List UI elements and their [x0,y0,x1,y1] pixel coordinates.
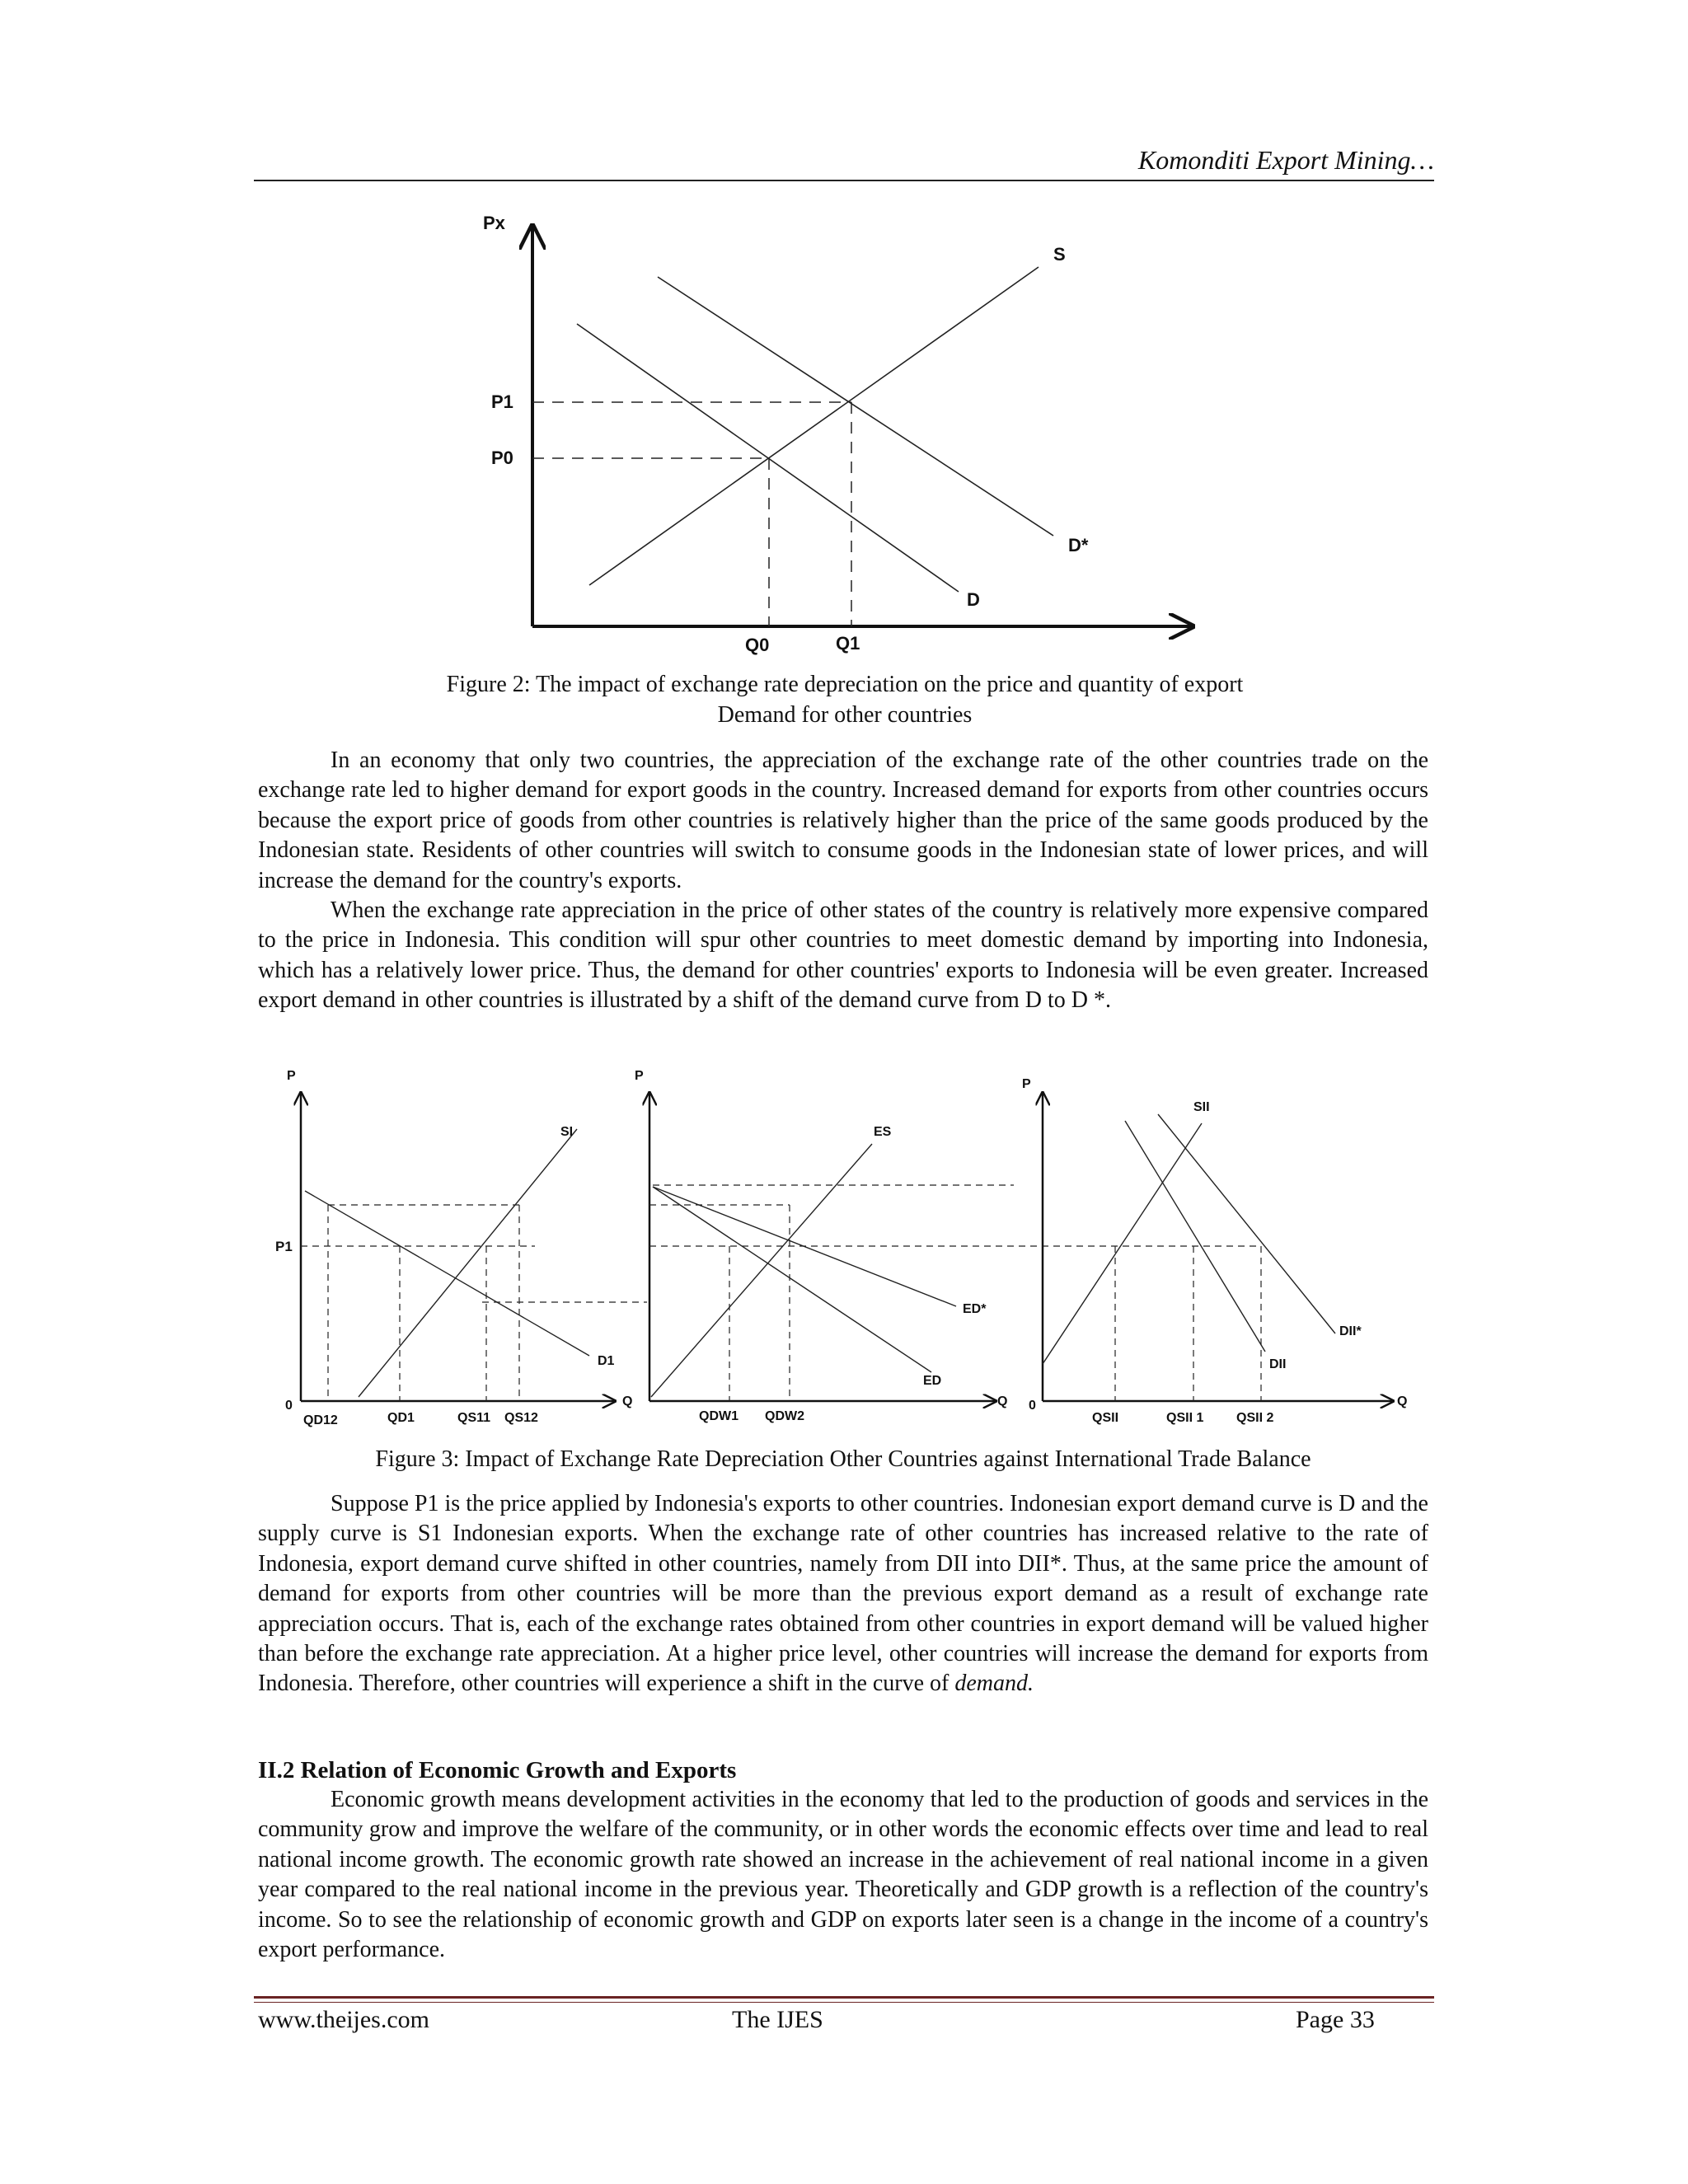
caption-line-1: Figure 2: The impact of exchange rate depreciation on the price and quantity of export [446,672,1244,697]
figure-2-caption [346,669,1343,730]
panel2-tick-qdw1: QDW1 [699,1409,738,1423]
panel3-label-dii-star: DII* [1339,1324,1362,1338]
panel2-label-ed: ED [923,1374,942,1388]
label-d: D [967,589,980,610]
figure-2-chart [462,202,1220,663]
header-rule [254,180,1434,181]
supply-curve-s [589,267,1039,585]
y-axis-label: Px [483,213,505,233]
panel1-tick-qd12: QD12 [303,1413,338,1427]
panel1-origin: 0 [285,1399,293,1413]
panel3-label-sii: SII [1193,1100,1210,1114]
panel1-p1-tick: P1 [275,1239,293,1254]
panel1-tick-qs11: QS11 [457,1411,491,1425]
panel3-x-label: Q [1397,1394,1408,1408]
tick-p0: P0 [491,448,513,468]
panel1-label-si: SI [560,1125,574,1139]
panel2-x-label: Q [997,1394,1008,1408]
panel3-y-label: P [1022,1077,1031,1091]
footer-journal: The IJES [732,2006,823,2033]
panel3-supply-sii [1043,1123,1202,1364]
demand-curve-d-star [658,277,1053,536]
panel2-tick-qdw2: QDW2 [765,1409,804,1423]
label-s: S [1053,244,1066,265]
panel3-demand-dii-star [1158,1114,1335,1333]
panel1-demand-d1 [305,1191,589,1356]
panel2-supply-es [651,1144,872,1397]
paragraph-4: Economic growth means development activities in the economy that led to the production of goods and services in the community grow and improve the welfare of the community, or in other words the economic effects over time and lead to real national income growth. The economic growth rate showed an increase in the achievement of real national income in a given year compared to the real national income in the previous year. Theoretically and GDP growth is a reflection of the country's income. So to see the relationship of economic growth and GDP on exports later seen is a change in the income of a country's export performance. [258,1787,1428,1963]
panel3-demand-dii [1125,1121,1265,1352]
label-d-star: D* [1068,535,1089,555]
panel1-x-label: Q [622,1394,633,1408]
panel1-supply-si [359,1129,577,1397]
panel1-tick-qd1: QD1 [387,1411,415,1425]
figure-3-chart [272,1063,1426,1434]
tick-q0: Q0 [745,635,770,655]
paragraph-2: When the exchange rate appreciation in the price of other states of the country is relatively more expensive compared to the price in Indonesia. This condition will spur other countries to meet domestic demand by importing into Indonesia, which has a relatively lower price. Thus, the demand for other countries' exports to Indonesia will be even greater. Increased export demand in other countries is illustrated by a shift of the demand curve from D to D *. [258,898,1428,1014]
caption-line-2: Demand for other countries [717,702,973,728]
panel1-tick-qs12: QS12 [504,1411,538,1425]
tick-q1: Q1 [836,633,860,654]
paragraph-3: Suppose P1 is the price applied by Indonesia's exports to other countries. Indonesian export demand curve is D and the supply curve is S1 Indonesian exports. When the exchange rate of other countries has increased relative to the rate of Indonesia, export demand curve shifted in other countries, namely from DII into DII*. Thus, at the same price the amount of demand for exports from other countries will be more than the previous export demand as a result of exchange rate appreciation occurs. That is, each of the exchange rates obtained from other countries in export demand will be valued higher than before the exchange rate appreciation. At a higher price level, other countries will increase the demand for exports from Indonesia. Therefore, other countries will experience a shift in the curve of demand. [258,1491,1428,1697]
panel1-y-label: P [287,1069,296,1083]
tick-p1: P1 [491,391,513,412]
panel2-y-label: P [635,1069,644,1083]
panel1-label-d1: D1 [598,1354,615,1368]
footer-website: www.theijes.com [258,2006,430,2033]
panel3-label-dii: DII [1269,1357,1287,1371]
footer-rule-thin [254,2002,1434,2003]
panel3-origin: 0 [1029,1399,1036,1413]
panel2-label-es: ES [874,1125,892,1139]
running-header: Komonditi Export Mining… [1137,145,1434,175]
section-heading: II.2 Relation of Economic Growth and Exports [258,1757,737,1783]
panel3-tick-qsii: QSII [1092,1411,1119,1425]
figure-3-caption: Figure 3: Impact of Exchange Rate Depreciation Other Countries against International Trade Balance [375,1446,1311,1472]
panel3-tick-qsii1: QSII 1 [1166,1411,1204,1425]
paragraph-1: In an economy that only two countries, the appreciation of the exchange rate of the other countries trade on the exchange rate led to higher demand for export goods in the country. Increased demand for exports from other countries occurs because the export price of goods from other countries is relatively higher than the price of the same goods produced by the Indonesian state. Residents of other countries will switch to consume goods in the Indonesian state of lower prices, and will increase the demand for the country's exports. [258,748,1428,893]
footer-page-number: Page 33 [1296,2006,1375,2033]
panel2-label-ed-star: ED* [963,1302,987,1316]
panel3-tick-qsii2: QSII 2 [1236,1411,1274,1425]
footer-rule-thick [254,1996,1434,1999]
